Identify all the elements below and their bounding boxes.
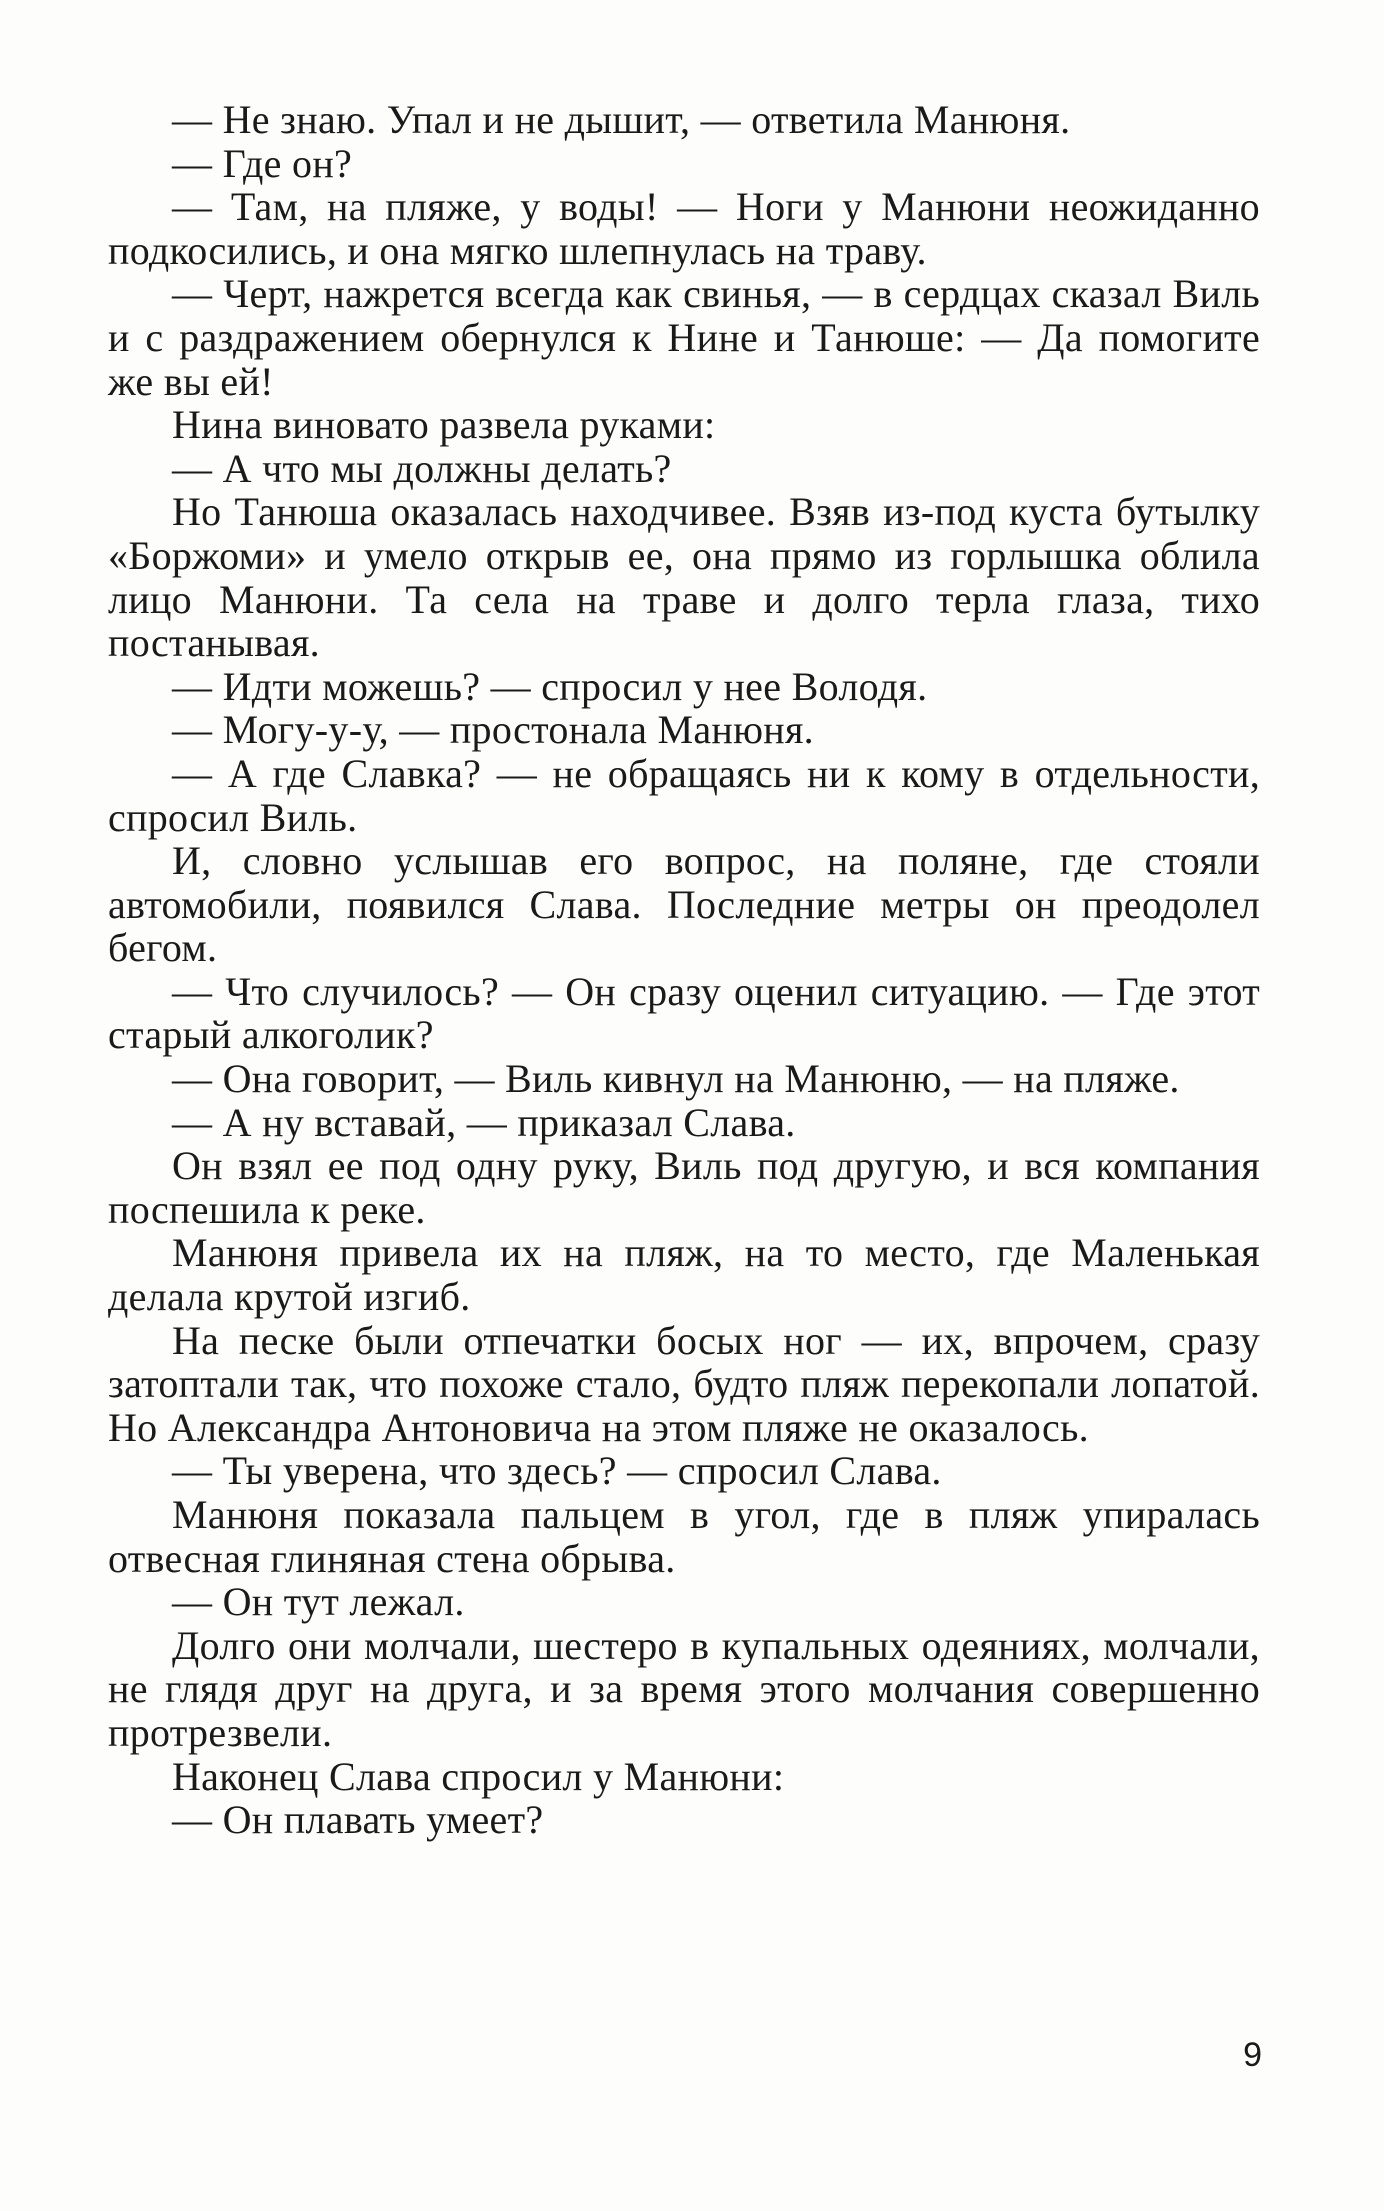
paragraph: Манюня привела их на пляж, на то место, где Маленькая делала крутой изгиб. bbox=[108, 1230, 1260, 1320]
paragraph: — Где он? bbox=[172, 140, 353, 186]
paragraph: — Не знаю. Упал и не дышит, — ответила Манюня. bbox=[172, 97, 1071, 142]
paragraph: Он взял ее под одну руку, Виль под другую, и вся компания поспешила к реке. bbox=[108, 1143, 1260, 1232]
paragraph: — А где Славка? — не обращаясь ни к кому в отдельности, спросил Виль. bbox=[108, 750, 1260, 840]
paragraph: Наконец Слава спросил у Манюни: bbox=[172, 1753, 785, 1799]
page-number: 9 bbox=[1243, 2036, 1262, 2074]
paragraph: — А ну вставай, — приказал Слава. bbox=[172, 1099, 796, 1145]
paragraph: — Он тут лежал. bbox=[172, 1579, 465, 1625]
paragraph: И, словно услышав его вопрос, на поляне, где стояли автомобили, появился Слава. Последние метры он преодолел бегом. bbox=[108, 838, 1260, 971]
paragraph: Но Танюша оказалась находчивее. Взяв из-под куста бутылку «Боржоми» и умело открыв ее, она прямо из горлышка облила лицо Манюни. Та села на траве и долго терла глаза, тихо постанывая. bbox=[108, 489, 1260, 666]
paragraph: — Идти можешь? — спросил у нее Володя. bbox=[172, 663, 928, 709]
paragraph: На песке были отпечатки босых ног — их, впрочем, сразу затоптали так, что похоже стало, будто пляж перекопали лопатой. Но Александра Антоновича на этом пляже не оказалось. bbox=[108, 1317, 1260, 1450]
paragraph: — Там, на пляже, у воды! — Ноги у Манюни неожиданно подкосились, и она мягко шлепнулась на траву. bbox=[108, 184, 1260, 273]
paragraph: — Черт, нажрется всегда как свинья, — в сердцах сказал Виль и с раздражением обернулся к Нине и Танюше: — Да помогите же вы ей! bbox=[108, 271, 1260, 404]
paragraph: — Могу-у-у, — простонала Манюня. bbox=[172, 707, 814, 753]
paragraph: — Она говорит, — Виль кивнул на Манюню, — на пляже. bbox=[172, 1056, 1180, 1102]
paragraph: — А что мы должны делать? bbox=[172, 445, 672, 491]
page-text bbox=[108, 98, 1260, 1842]
paragraph: Манюня показала пальцем в угол, где в пляж упиралась отвесная глиняная стена обрыва. bbox=[108, 1492, 1260, 1581]
paragraph: — Что случилось? — Он сразу оценил ситуацию. — Где этот старый алкоголик? bbox=[108, 968, 1260, 1058]
paragraph: — Ты уверена, что здесь? — спросил Слава. bbox=[172, 1448, 942, 1494]
paragraph: Нина виновато развела руками: bbox=[172, 402, 716, 448]
paragraph: Долго они молчали, шестеро в купальных одеяниях, молчали, не глядя друг на друга, и за время этого молчания совершенно протрезвели. bbox=[108, 1622, 1260, 1755]
paragraph: — Он плавать умеет? bbox=[172, 1797, 544, 1843]
